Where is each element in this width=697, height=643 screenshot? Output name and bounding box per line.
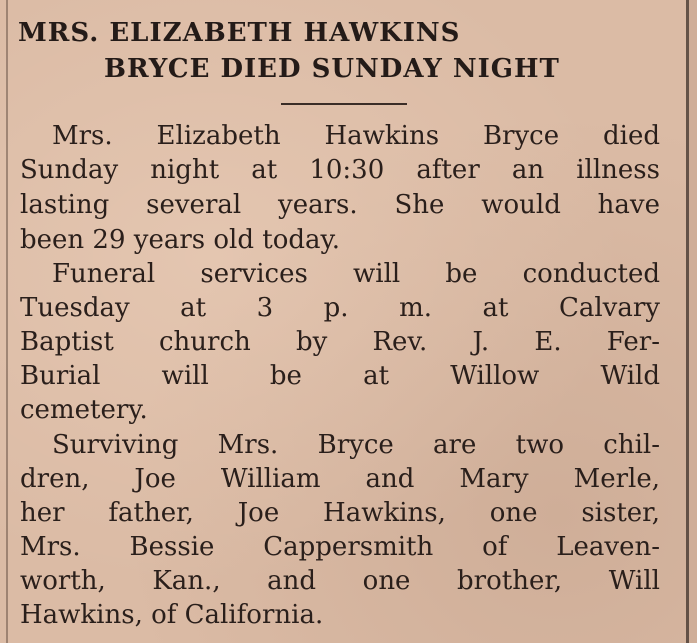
- body-line: cemetery.: [20, 395, 148, 425]
- headline-line-2: BRYCE DIED SUNDAY NIGHT: [104, 54, 560, 84]
- body-line: Surviving Mrs. Bryce are two chil-: [52, 430, 660, 460]
- body-line: Hawkins, of California.: [20, 600, 324, 630]
- headline-line-1: MRS. ELIZABETH HAWKINS: [18, 18, 461, 48]
- body-line: Mrs. Elizabeth Hawkins Bryce died: [52, 121, 660, 151]
- body-line: her father, Joe Hawkins, one sister,: [20, 498, 660, 528]
- body-line: Funeral services will be conducted: [52, 259, 660, 289]
- body-line: dren, Joe William and Mary Merle,: [20, 464, 660, 494]
- body-line: Baptist church by Rev. J. E. Fer-: [20, 327, 660, 357]
- body-line: Mrs. Bessie Cappersmith of Leaven-: [20, 532, 660, 562]
- paper-edge: [689, 0, 697, 643]
- column-rule-left: [6, 0, 8, 643]
- headline-divider: [281, 103, 407, 105]
- body-line: Burial will be at Willow Wild: [20, 361, 660, 391]
- body-line: Sunday night at 10:30 after an illness: [20, 155, 660, 185]
- body-line: been 29 years old today.: [20, 225, 341, 255]
- body-line: worth, Kan., and one brother, Will: [20, 566, 660, 596]
- body-line: lasting several years. She would have: [20, 190, 660, 220]
- body-line: Tuesday at 3 p. m. at Calvary: [20, 293, 660, 323]
